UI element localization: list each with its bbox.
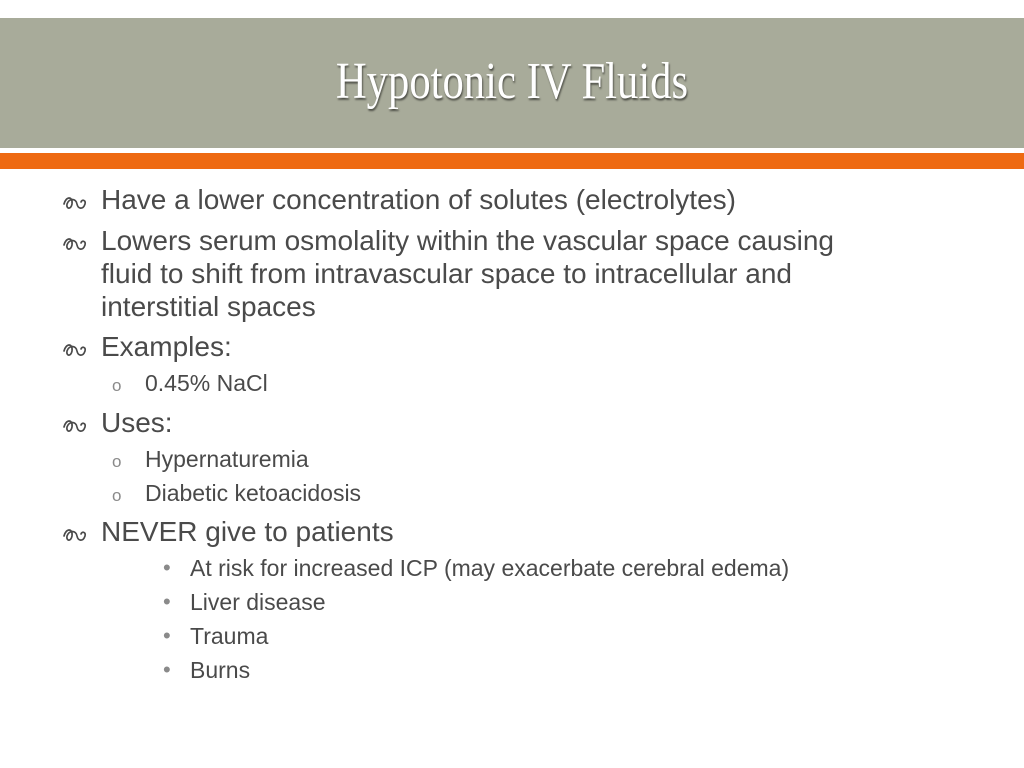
slide-title: Hypotonic IV Fluids: [335, 53, 689, 110]
bullet-point: Examples:: [101, 331, 232, 362]
swirl-bullet-icon: [62, 192, 90, 212]
sub-sub-bullet-marker: •: [163, 623, 171, 648]
sub-sub-bullet: At risk for increased ICP (may exacerbate cerebral edema): [190, 555, 790, 581]
bullet-point: Uses:: [101, 407, 173, 438]
sub-sub-bullet: Burns: [190, 657, 251, 683]
sub-bullet: Hypernaturemia: [145, 446, 309, 472]
sub-bullet-marker: o: [112, 486, 122, 505]
swirl-bullet-icon: [62, 233, 90, 253]
sub-bullet: 0.45% NaCl: [145, 370, 268, 396]
swirl-bullet-icon: [62, 415, 90, 435]
bullet-point: Have a lower concentration of solutes (electrolytes): [101, 184, 736, 215]
sub-sub-bullet-marker: •: [163, 589, 171, 614]
bullet-point-line: Lowers serum osmolality within the vascular space causing: [101, 225, 834, 256]
bullet-point-line: interstitial spaces: [101, 291, 316, 322]
bullet-point-line: fluid to shift from intravascular space to intracellular and: [101, 258, 792, 289]
swirl-bullet-icon: [62, 339, 90, 359]
sub-sub-bullet: Trauma: [190, 623, 269, 649]
swirl-bullet-icon: [62, 524, 90, 544]
bullet-point: NEVER give to patients: [101, 516, 394, 547]
sub-bullet-marker: o: [112, 452, 122, 471]
sub-bullet: Diabetic ketoacidosis: [145, 480, 362, 506]
sub-sub-bullet-marker: •: [163, 657, 171, 682]
sub-sub-bullet: Liver disease: [190, 589, 326, 615]
sub-sub-bullet-marker: •: [163, 555, 171, 580]
sub-bullet-marker: o: [112, 376, 122, 395]
